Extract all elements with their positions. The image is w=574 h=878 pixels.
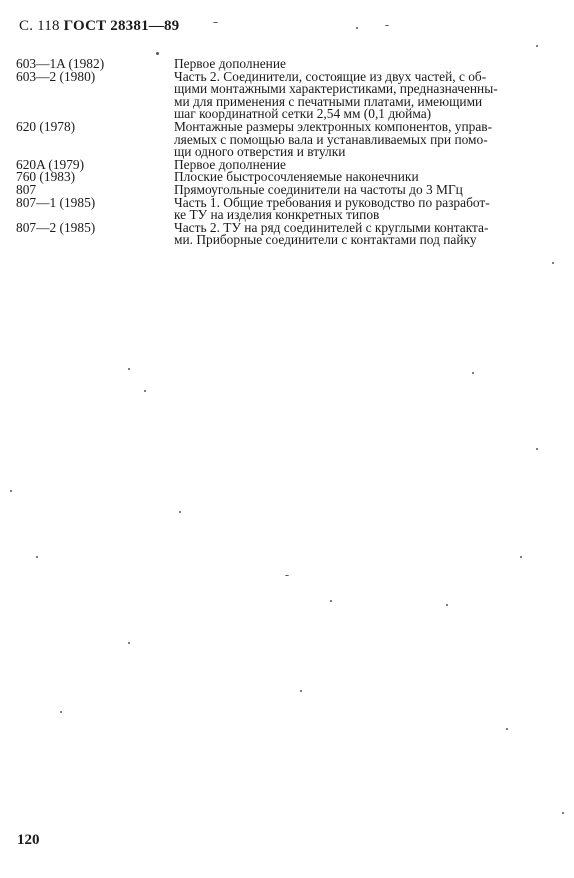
standard-code: 807 bbox=[16, 181, 37, 197]
scan-speck bbox=[472, 372, 474, 374]
standard-code: 603—1A (1982) bbox=[16, 56, 105, 71]
title-line: Первое дополнение bbox=[174, 56, 286, 71]
scan-speck bbox=[213, 22, 218, 23]
scan-speck bbox=[128, 642, 130, 644]
scan-speck bbox=[506, 728, 508, 730]
standard-code: 620 (1978) bbox=[16, 118, 76, 134]
scan-speck bbox=[536, 45, 538, 47]
title-line: Прямоугольные соединители на частоты до 3 МГц bbox=[174, 181, 463, 197]
scan-speck bbox=[128, 368, 130, 370]
scan-speck bbox=[10, 490, 12, 492]
scan-speck bbox=[536, 448, 538, 450]
standard-title bbox=[174, 68, 538, 122]
title-line: ляемых с помощью вала и устанавливаемых при помо- bbox=[174, 131, 488, 147]
running-header bbox=[19, 18, 179, 35]
standard-title bbox=[174, 118, 538, 160]
list-item bbox=[16, 68, 538, 122]
document-id: ГОСТ 28381—89 bbox=[63, 18, 180, 34]
list-item bbox=[16, 118, 538, 160]
scan-speck bbox=[156, 52, 159, 55]
title-line: Монтажные размеры электронных компонентов, управ- bbox=[174, 118, 493, 134]
standard-code: 620A (1979) bbox=[16, 156, 85, 172]
title-line: щи одного отверстия и втулки bbox=[174, 144, 346, 160]
title-line: Часть 2. ТУ на ряд соединителей с круглыми контакта- bbox=[174, 219, 489, 235]
title-line: щими монтажными характеристиками, предназначенны- bbox=[174, 81, 498, 97]
standard-code: 807—1 (1985) bbox=[16, 194, 96, 210]
scan-speck bbox=[60, 711, 62, 713]
scan-speck bbox=[330, 600, 332, 602]
page-number: 120 bbox=[17, 832, 40, 848]
title-line: ми для применения с печатными платами, имеющими bbox=[174, 93, 483, 109]
standard-title bbox=[174, 219, 538, 248]
page-reference: С. 118 bbox=[19, 18, 60, 34]
scan-speck bbox=[356, 27, 358, 29]
scan-speck bbox=[36, 556, 38, 558]
scan-speck bbox=[300, 690, 302, 692]
standards-list bbox=[16, 58, 538, 247]
scan-speck bbox=[385, 25, 389, 26]
list-item bbox=[16, 194, 538, 223]
standard-code: 603—2 (1980) bbox=[16, 68, 96, 84]
title-line: Часть 2. Соединители, состоящие из двух частей, с об- bbox=[174, 68, 487, 84]
scan-speck bbox=[144, 390, 146, 392]
title-line: Первое дополнение bbox=[174, 156, 286, 172]
list-item bbox=[16, 219, 538, 248]
scan-speck bbox=[562, 812, 564, 814]
scan-speck bbox=[552, 262, 554, 264]
standard-code: 760 (1983) bbox=[16, 169, 76, 185]
scan-speck bbox=[285, 575, 289, 576]
standard-title bbox=[174, 194, 538, 223]
title-line: Часть 1. Общие требования и руководство по разработ- bbox=[174, 194, 490, 210]
title-line: Плоские быстросочленяемые наконечники bbox=[174, 169, 419, 185]
standard-code: 807—2 (1985) bbox=[16, 219, 96, 235]
scan-speck bbox=[520, 556, 522, 558]
scan-speck bbox=[179, 511, 181, 513]
scan-speck bbox=[446, 604, 448, 606]
title-line: ми. Приборные соединители с контактами под пайку bbox=[174, 232, 477, 248]
title-line: ке ТУ на изделия конкретных типов bbox=[174, 207, 380, 223]
title-line: шаг координатной сетки 2,54 мм (0,1 дюйма) bbox=[174, 106, 432, 122]
